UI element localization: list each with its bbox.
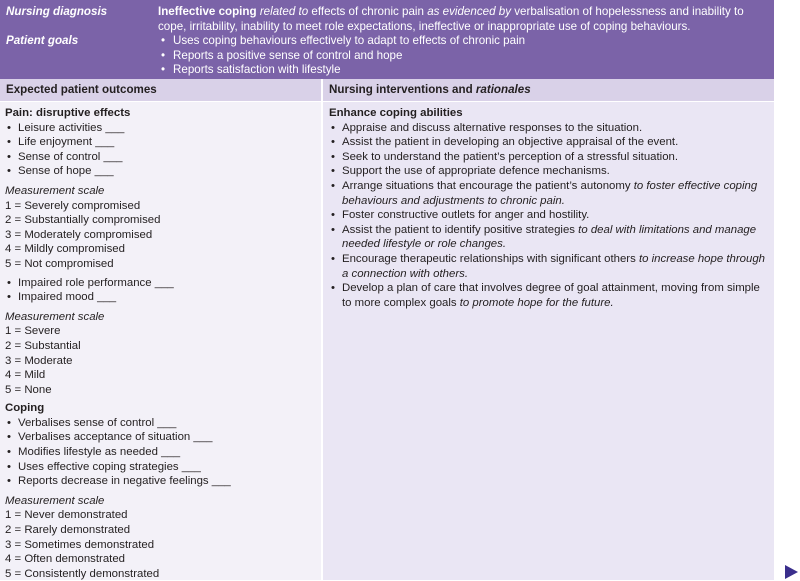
intervention-item: • Foster constructive outlets for anger and hostility. <box>329 208 769 223</box>
goal-item: • Reports a positive sense of control and hope <box>158 49 525 64</box>
nursing-diagnosis-label: Nursing diagnosis <box>6 5 108 18</box>
patient-goals-label: Patient goals <box>6 34 79 47</box>
intervention-item: • Assist the patient in developing an objective appraisal of the event. <box>329 135 769 150</box>
coping-section-title: Coping <box>5 402 45 415</box>
list-item: • Life enjoyment ___ <box>5 135 317 150</box>
intervention-item: • Assist the patient to identify positive strategies to deal with limitations and manage needed lifestyle or role changes. <box>329 223 769 252</box>
next-page-arrow-icon[interactable] <box>785 565 798 579</box>
scale-item: 1 = Severely compromised <box>5 199 141 212</box>
list-item: • Sense of hope ___ <box>5 164 317 179</box>
measurement-scale-label: Measurement scale <box>5 184 105 197</box>
scale-item: 1 = Severe <box>5 325 61 338</box>
role-mood-outcomes-list <box>5 276 317 305</box>
list-item: • Verbalises sense of control ___ <box>5 416 317 431</box>
expected-outcomes-heading: Expected patient outcomes <box>6 83 157 96</box>
goal-item: • Uses coping behaviours effectively to adapt to effects of chronic pain <box>158 34 525 49</box>
coping-outcomes-list <box>5 416 317 489</box>
scale-item: 4 = Often demonstrated <box>5 553 125 566</box>
scale-item: 3 = Sometimes demonstrated <box>5 538 155 551</box>
scale-item: 5 = Not compromised <box>5 257 114 270</box>
goal-item: • Reports satisfaction with lifestyle <box>158 63 525 78</box>
intervention-item: • Arrange situations that encourage the patient’s autonomy to foster effective coping behaviours and adjustments to chronic pain. <box>329 179 769 208</box>
list-item: • Sense of control ___ <box>5 150 317 165</box>
pain-section-title: Pain: disruptive effects <box>5 107 131 119</box>
nursing-diagnosis-text: Ineffective coping related to effects of chronic pain as evidenced by verbalisation of hopelessness and inability to cope, irritability, inability to meet role expectations, ineffective or inappropriate use of coping behaviours. <box>158 5 744 33</box>
list-item: • Uses effective coping strategies ___ <box>5 460 317 475</box>
scale-item: 3 = Moderately compromised <box>5 228 153 241</box>
scale-item: 2 = Substantial <box>5 339 81 352</box>
column-divider <box>321 79 323 580</box>
interventions-heading: Nursing interventions and rationales <box>329 83 531 96</box>
scale-item: 4 = Mildly compromised <box>5 243 125 256</box>
measurement-scale-label: Measurement scale <box>5 494 105 507</box>
interventions-list <box>329 121 769 311</box>
scale-item: 5 = None <box>5 383 52 396</box>
scale-item: 1 = Never demonstrated <box>5 509 128 522</box>
list-item: • Modifies lifestyle as needed ___ <box>5 445 317 460</box>
list-item: • Verbalises acceptance of situation ___ <box>5 430 317 445</box>
outcomes-column <box>5 106 317 581</box>
row-divider <box>0 101 774 102</box>
intervention-item: • Encourage therapeutic relationships with significant others to increase hope through a connection with others. <box>329 252 769 281</box>
patient-goals-list <box>158 34 525 78</box>
column-headings <box>0 79 774 101</box>
intervention-item: • Develop a plan of care that involves degree of goal attainment, moving from simple to more complex goals to promote hope for the future. <box>329 281 769 310</box>
scale-item: 2 = Substantially compromised <box>5 214 161 227</box>
list-item: • Reports decrease in negative feelings ___ <box>5 474 317 489</box>
care-plan-header <box>0 0 774 79</box>
list-item: • Impaired role performance ___ <box>5 276 317 291</box>
intervention-item: • Appraise and discuss alternative responses to the situation. <box>329 121 769 136</box>
measurement-scale-label: Measurement scale <box>5 310 105 323</box>
scale-item: 2 = Rarely demonstrated <box>5 524 131 537</box>
list-item: • Impaired mood ___ <box>5 290 317 305</box>
pain-outcomes-list <box>5 121 317 179</box>
scale-item: 4 = Mild <box>5 369 46 382</box>
list-item: • Leisure activities ___ <box>5 121 317 136</box>
scale-item: 5 = Consistently demonstrated <box>5 567 160 580</box>
scale-item: 3 = Moderate <box>5 354 73 367</box>
intervention-item: • Support the use of appropriate defence mechanisms. <box>329 164 769 179</box>
enhance-coping-title: Enhance coping abilities <box>329 107 463 119</box>
intervention-item: • Seek to understand the patient’s perception of a stressful situation. <box>329 150 769 165</box>
interventions-column <box>329 106 769 310</box>
